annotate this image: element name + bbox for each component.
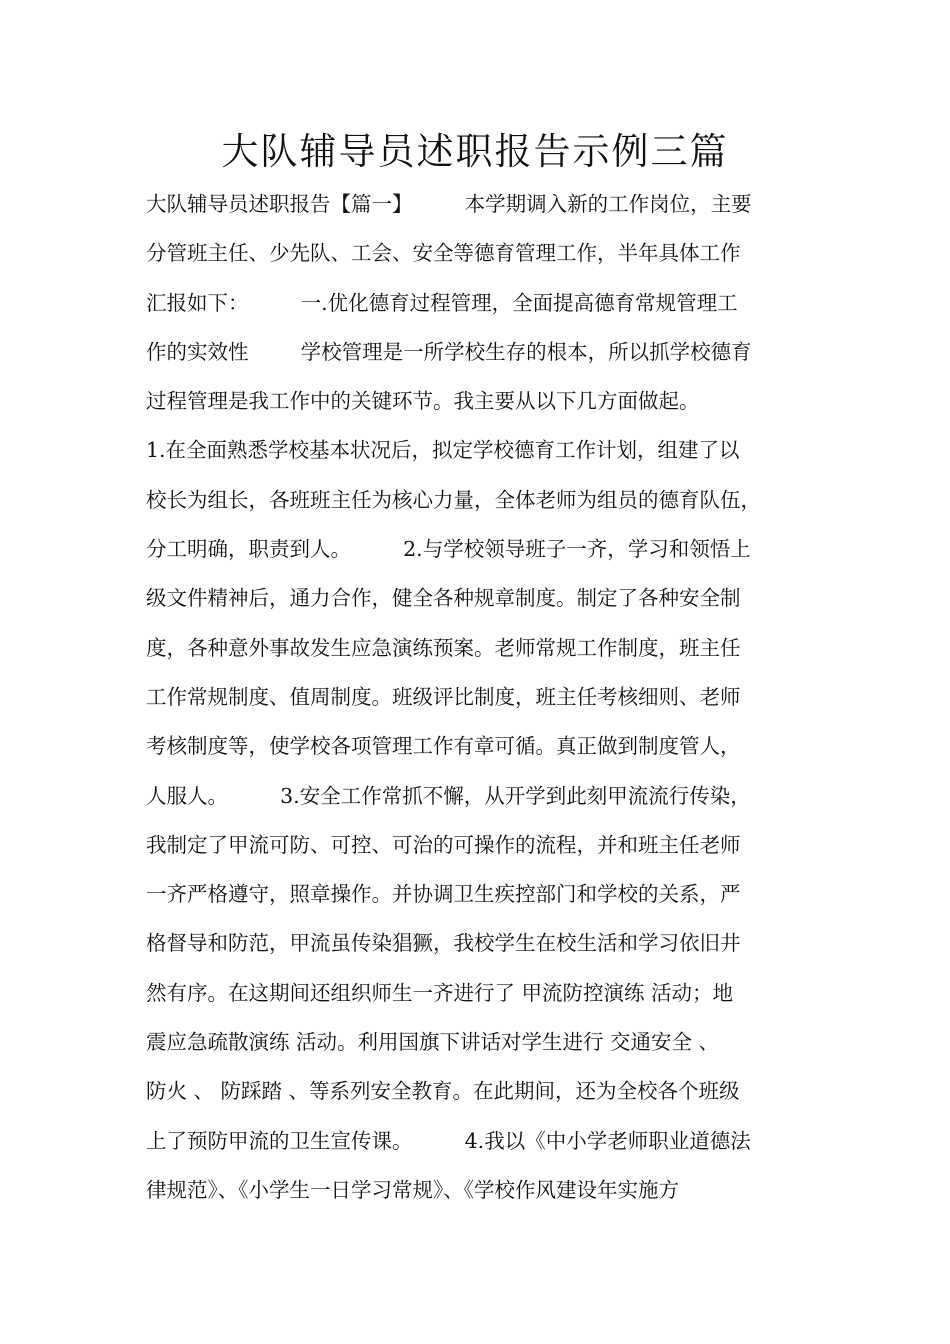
body-line: 校长为组长，各班班主任为核心力量，全体老师为组员的德育队伍， <box>146 487 761 512</box>
body-line: 1.在全面熟悉学校基本状况后，拟定学校德育工作计划，组建了以 <box>146 438 740 463</box>
document-title: 大队辅导员述职报告示例三篇 <box>221 130 729 173</box>
body-line: 大队辅导员述职报告【篇一】 本学期调入新的工作岗位，主要 <box>146 192 752 216</box>
body-line: 度，各种意外事故发生应急演练预案。老师常规工作制度，班主任 <box>146 635 741 660</box>
body-line: 过程管理是我工作中的关键环节。我主要从以下几方面做起。 <box>146 389 700 414</box>
body-line: 考核制度等，使学校各项管理工作有章可循。真正做到制度管人， <box>146 734 741 759</box>
body-line: 格督导和防范，甲流虽传染猖獗，我校学生在校生活和学习依旧井 <box>146 931 741 956</box>
body-line: 上了预防甲流的卫生宣传课。 4.我以《中小学老师职业道德法 <box>146 1128 751 1153</box>
body-line: 作的实效性 学校管理是一所学校生存的根本，所以抓学校德育 <box>146 339 752 364</box>
body-line: 人服人。 3.安全工作常抓不懈，从开学到此刻甲流流行传染， <box>146 783 751 808</box>
body-line: 防火 、 防踩踏 、等系列安全教育。在此期间，还为全校各个班级 <box>146 1079 740 1104</box>
body-line: 分管班主任、少先队、工会、安全等德育管理工作，半年具体工作 <box>146 241 741 266</box>
body-line: 我制定了甲流可防、可控、可治的可操作的流程，并和班主任老师 <box>146 832 741 857</box>
document-body <box>146 180 826 1215</box>
body-line: 级文件精神后，通力合作，健全各种规章制度。制定了各种安全制 <box>146 586 741 611</box>
body-line: 工作常规制度、值周制度。班级评比制度，班主任考核细则、老师 <box>146 684 741 709</box>
body-line: 汇报如下： 一.优化德育过程管理，全面提高德育常规管理工 <box>146 290 738 315</box>
body-line: 震应急疏散演练 活动。利用国旗下讲话对学生进行 交通安全 、 <box>146 1030 720 1055</box>
body-line: 然有序。在这期间还组织师生一齐进行了 甲流防控演练 活动；地 <box>146 980 734 1005</box>
body-line: 一齐严格遵守，照章操作。并协调卫生疾控部门和学校的关系，严 <box>146 882 741 907</box>
body-line: 律规范》、《小学生一日学习常规》、《学校作风建设年实施方 <box>146 1177 679 1202</box>
body-line: 分工明确，职责到人。 2.与学校领导班子一齐，学习和领悟上 <box>146 537 751 562</box>
